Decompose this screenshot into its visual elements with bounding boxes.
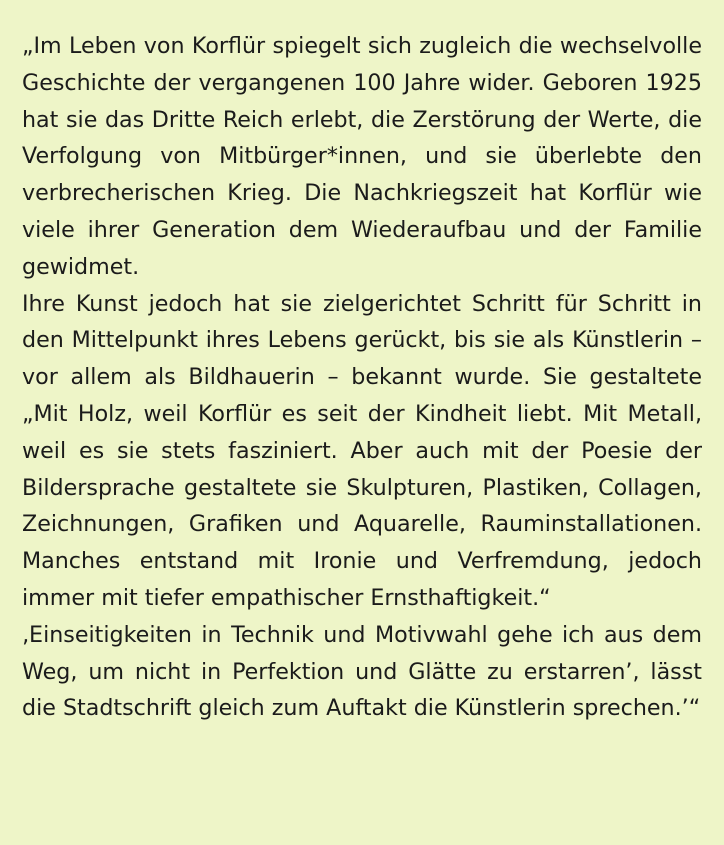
paragraph-3: ‚Einseitigkeiten in Technik und Motivwahl gehe ich aus dem Weg, um nicht in Perfektion und Glätte zu erstarren’, lässt die Stadtschrift gleich zum Auftakt die Künstlerin sprechen.’“ xyxy=(22,621,702,722)
paragraph-2: Ihre Kunst jedoch hat sie zielgerichtet Schritt für Schritt in den Mittelpunkt ihres Lebens gerückt, bis sie als Künstlerin – vor allem als Bildhauerin – bekannt wurde. Sie gestaltete „Mit Holz, weil Korflür es seit der Kindheit liebt. Mit Metall, weil es sie stets fasziniert. Aber auch mit der Poesie der Bildersprache gestaltete sie Skulpturen, Plastiken, Collagen, Zeichnungen, Grafiken und Aquarelle, Rauminstallationen. Manches entstand mit Ironie und Verfremdung, jedoch immer mit tiefer empathischer Ernsthaftigkeit.“ xyxy=(22,290,702,611)
paragraph-1: „Im Leben von Korflür spiegelt sich zugleich die wechselvolle Geschichte der vergangenen 100 Jahre wider. Geboren 1925 hat sie das Dritte Reich erlebt, die Zerstörung der Werte, die Verfolgung von Mitbürger*innen, und sie überlebte den verbrecherischen Krieg. Die Nachkriegszeit hat Korflür wie viele ihrer Generation dem Wiederaufbau und der Familie gewidmet. xyxy=(22,33,702,280)
